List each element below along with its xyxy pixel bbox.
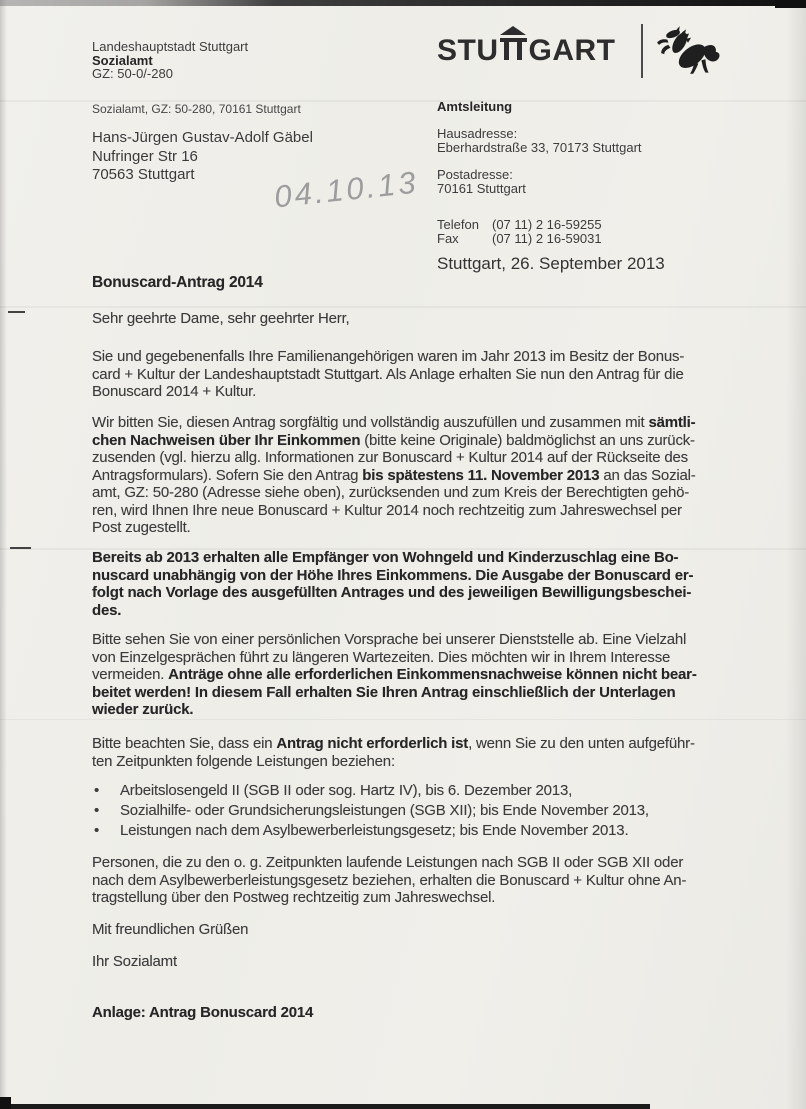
return-address: Sozialamt, GZ: 50-280, 70161 Stuttgart [92,102,301,116]
postal-address-value: 70161 Stuttgart [437,181,526,196]
scan-edge-bottom-corner [0,1097,11,1109]
telefon-value: (07 11) 2 16-59255 [492,217,602,232]
logo-text-pre: STU [437,34,499,67]
paragraph-personen: Personen, die zu den o. g. Zeitpunkten laufende Leistungen nach SGB II oder SGB XII oder nach dem Asylbewerberleistungsgesetz beziehen, erhalten die Bonuscard + Kultur ohne An- tragstellung über den Postweg rechtzeitig zum Jahreswechsel. [92,854,687,906]
recipient-address [92,129,313,185]
signature-line: Ihr Sozialamt [92,953,177,970]
paragraph-instructions: Wir bitten Sie, diesen Antrag sorgfältig und vollständig auszufüllen und zusammen mit sämtli- chen Nachweisen über Ihr Einkommen (bitte keine Originale) baldmöglichst an uns zurück- zusenden (vgl. hierzu allg. Informationen zur Bonuscard + Kultur 2014 auf der Rückseite des Antragsformulars). Sofern Sie den Antrag bis spätestens 11. November 2013 an das Sozial- amt, GZ: 50-280 (Adresse siehe oben), zurücksenden und zum Kreis der Berechtigten gehö- ren, wird Ihnen Ihre neue Bonuscard + Kultur 2014 noch rechtzeitig zum Jahreswechsel per Post zugestellt. [92,414,696,536]
bullet-text: Sozialhilfe- oder Grundsicherungsleistungen (SGB XII); bis Ende November 2013, [120,802,649,819]
fold-mark [8,311,25,313]
bullet-icon: • [94,822,100,839]
sender-file-number: GZ: 50-0/-280 [92,66,173,81]
scan-edge-top-corner [775,0,806,8]
bullet-text: Leistungen nach dem Asylbewerberleistungsgesetz; bis Ende November 2013. [120,822,629,839]
enclosure-line: Anlage: Antrag Bonuscard 2014 [92,1004,314,1021]
logo-text-post: GART [528,34,616,67]
stuttgart-horse-icon [655,26,721,80]
paragraph-intro: Sie und gegebenenfalls Ihre Familienangehörigen waren im Jahr 2013 im Besitz der Bonus- card + Kultur der Landeshauptstadt Stuttgart. Als Anlage erhalten Sie nun den Antrag für die Bonuscard 2014 + Kultur. [92,348,685,400]
sender-block [92,40,248,81]
scan-edge-bottom [0,1104,650,1109]
visiting-address-label: Hausadresse: [437,126,518,141]
paragraph-vorsprache: Bitte sehen Sie von einer persönlichen Vorsprache bei unserer Dienststelle ab. Eine Vielzahl von Einzelgesprächen führt zu längeren Wartezeiten. Dies möchten wir in Ihrem Interesse vermeiden. Anträge ohne alle erforderlichen Einkommensnachweise können nicht bear- beitet werden! In diesem Fall erhalten Sie Ihren Antrag einschließlich der Unterlagen wieder zurück. [92,631,697,718]
date-line: Stuttgart, 26. September 2013 [437,254,665,273]
sender-department: Sozialamt [92,52,153,68]
office-title: Amtsleitung [437,99,513,114]
visiting-address-value: Eberhardstraße 33, 70173 Stuttgart [437,140,642,155]
paper-crease [0,719,806,720]
telefon-label: Telefon [437,217,479,232]
roof-icon [500,26,526,35]
stuttgart-logo [437,36,616,66]
list-item [92,781,772,801]
scan-edge-top [0,0,806,6]
recipient-name: Hans-Jürgen Gustav-Adolf Gäbel [92,129,313,146]
bullet-list [92,781,772,841]
paragraph-antrag-nicht-erforderlich: Bitte beachten Sie, dass ein Antrag nicht erforderlich ist, wenn Sie zu den unten aufgeführ- ten Zeitpunkten folgende Leistungen beziehen: [92,735,695,770]
paper-crease [0,306,806,308]
scan-edge-right [786,6,806,1109]
bullet-icon: • [94,802,100,819]
postal-address-label: Postadresse: [437,167,513,182]
list-item [92,801,772,821]
office-block [437,100,642,246]
salutation: Sehr geehrte Dame, sehr geehrter Herr, [92,310,350,327]
bullet-icon: • [94,782,100,799]
logo-roof-tt-icon [500,38,527,60]
scan-edge-left [0,0,7,1109]
recipient-street: Nufringer Str 16 [92,147,198,165]
bullet-text: Arbeitslosengeld II (SGB II oder sog. Hartz IV), bis 6. Dezember 2013, [120,782,573,799]
list-item [92,821,772,841]
fax-label: Fax [437,231,459,246]
recipient-city: 70563 Stuttgart [92,166,195,183]
handwritten-date: 04.10.13 [272,164,421,215]
fold-mark [10,547,31,549]
fax-value: (07 11) 2 16-59031 [492,231,602,246]
paragraph-wohngeld: Bereits ab 2013 erhalten alle Empfänger von Wohngeld und Kinderzuschlag eine Bo- nuscard unabhängig von der Höhe Ihres Einkommens. Die Ausgabe der Bonuscard er- folgt nach Vorlage des ausgefüllten Antrages und des jeweiligen Bewilligungsbeschei- des. [92,549,694,619]
logo-divider [641,24,643,78]
sender-org: Landeshauptstadt Stuttgart [92,39,249,54]
telefon-row [437,218,642,232]
subject-line: Bonuscard-Antrag 2014 [92,274,263,291]
closing-line: Mit freundlichen Grüßen [92,921,249,938]
fax-row [437,232,642,246]
